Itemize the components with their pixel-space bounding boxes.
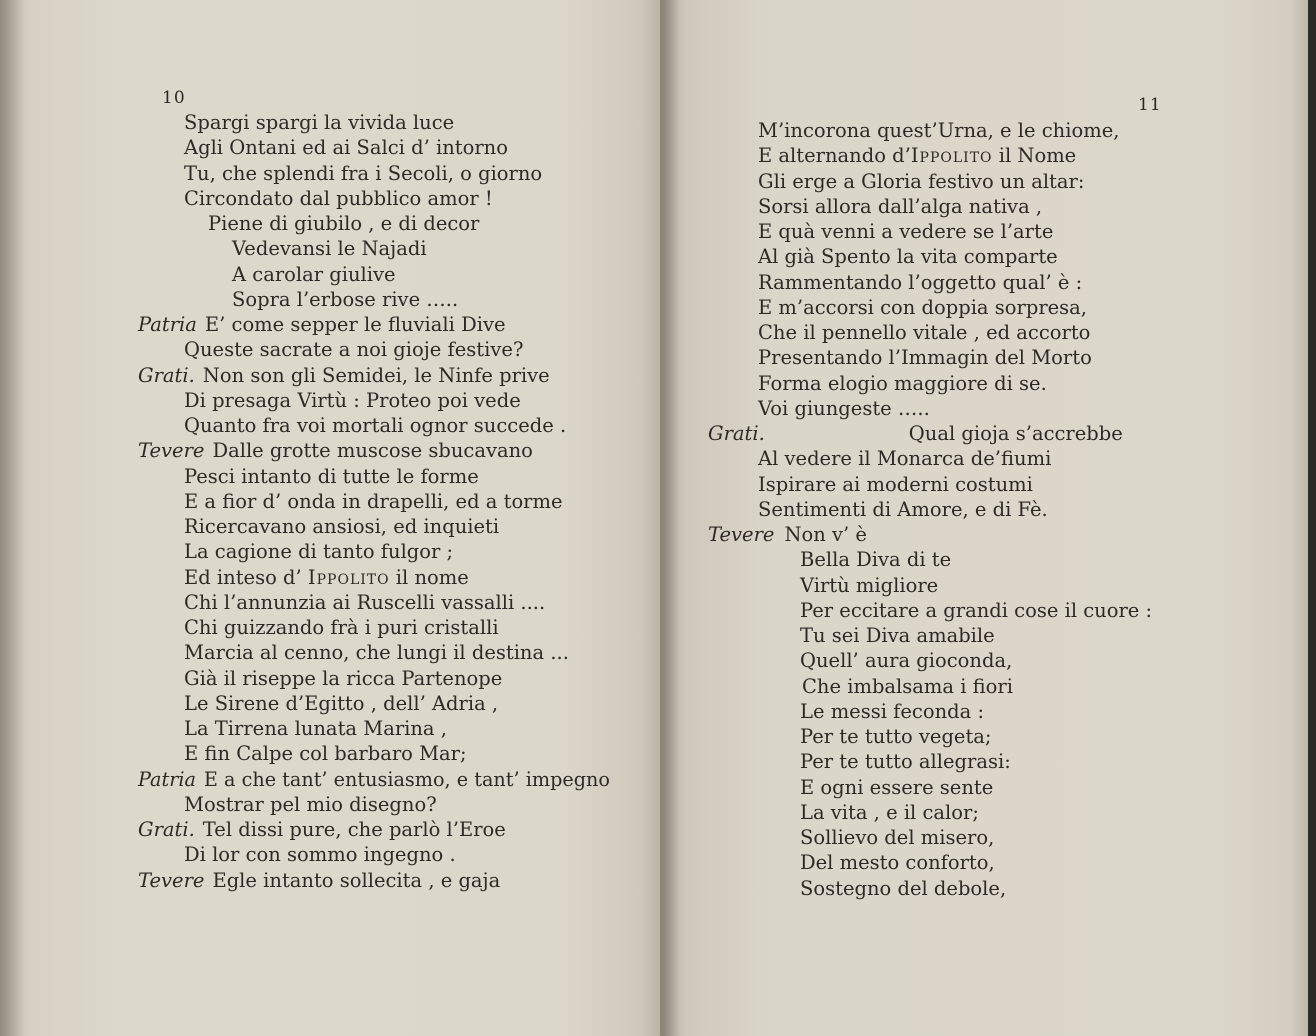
verse-text: Al vedere il Monarca de’fiumi <box>758 447 1052 471</box>
verse-line <box>208 211 479 236</box>
verse-line <box>800 800 979 825</box>
speaker-name: Patria <box>138 313 197 336</box>
verse-text: Queste sacrate a noi gioje festive? <box>184 338 524 362</box>
verse-line <box>138 438 533 463</box>
verse-text: Tel dissi pure, che parlò l’Eroe <box>202 818 506 841</box>
verse-line <box>758 143 1076 168</box>
verse-line <box>184 464 479 489</box>
verse-text: Agli Ontani ed ai Salci d’ intorno <box>184 136 508 160</box>
verse-line <box>758 371 1047 396</box>
verse-line <box>184 691 498 716</box>
verse-line <box>184 741 467 766</box>
verse-line <box>758 219 1053 244</box>
verse-line <box>184 590 545 615</box>
verse-text: Per eccitare a grandi cose il cuore : <box>800 598 1153 622</box>
verse-line <box>758 169 1084 194</box>
speaker-name: Patria <box>138 767 197 791</box>
verse-text: Le messi feconda : <box>800 699 985 723</box>
verse-text: Tu, che splendi fra i Secoli, o giorno <box>184 161 543 185</box>
verse-line <box>184 161 542 186</box>
verse-line <box>184 565 469 590</box>
verse-line <box>800 648 1012 673</box>
verse-text: Bella Diva di te <box>800 548 952 572</box>
verse-line <box>708 421 1123 446</box>
verse-text: E m’accorsi con doppia sorpresa, <box>758 295 1088 319</box>
verse-text: Non son gli Semidei, le Ninfe prive <box>202 363 550 387</box>
verse-text: E fin Calpe col barbaro Mar; <box>184 742 467 766</box>
verse-text: Di presaga Virtù : Proteo poi vede <box>184 388 521 412</box>
verse-line <box>800 775 993 800</box>
verse-line <box>800 598 1152 623</box>
speaker-name: Tevere <box>138 439 205 463</box>
page-edge <box>1308 0 1316 1036</box>
verse-text: E quà venni a vedere se l’arte <box>758 220 1054 243</box>
verse-text: A carolar giulive <box>232 262 396 286</box>
verse-text: M’incorona quest’Urna, e le chiome, <box>758 119 1120 142</box>
verse-text: E a che tant’ entusiasmo, e tant’ impegno <box>203 767 610 791</box>
page-number: 10 <box>162 88 186 108</box>
verse-text: Dalle grotte muscose sbucavano <box>212 439 533 463</box>
verse-line <box>758 118 1119 143</box>
verse-line <box>138 817 506 842</box>
verse-line <box>184 489 563 514</box>
verse-line <box>138 363 550 388</box>
verse-text: Del mesto conforto, <box>800 851 995 875</box>
verse-line <box>800 724 992 749</box>
verse-text: Di lor con sommo ingegno . <box>184 843 456 867</box>
proper-name: Ippolito <box>910 144 993 168</box>
verse-text: La cagione di tanto fulgor ; <box>184 540 454 564</box>
verse-line <box>184 716 447 741</box>
verse-line <box>184 539 453 564</box>
verse-line <box>138 312 506 337</box>
verse-line <box>758 472 1033 497</box>
verse-text: Piene di giubilo , e di decor <box>208 212 480 235</box>
verse-text: Quell’ aura gioconda, <box>800 649 1013 673</box>
verse-text: Per te tutto allegrasi: <box>800 750 1011 774</box>
verse-line <box>184 135 508 160</box>
verse-text: Pesci intanto di tutte le forme <box>184 464 479 488</box>
verse-line <box>184 413 566 438</box>
verse-line <box>800 876 1006 901</box>
verse-line <box>758 244 1058 269</box>
verse-line <box>184 792 437 817</box>
verse-text: Gli erge a Gloria festivo un altar: <box>758 169 1085 193</box>
verse-text: Qual gioja s’accrebbe <box>908 422 1123 445</box>
verse-line <box>758 497 1048 522</box>
verse-text: E ogni essere sente <box>800 775 994 799</box>
verse-line <box>758 446 1051 471</box>
verse-text: Sopra l’erbose rive ….. <box>232 287 459 311</box>
verse-text: Che imbalsama i fiori <box>802 674 1013 698</box>
verse-text: Mostrar pel mio disegno? <box>184 792 437 816</box>
right-page <box>662 0 1308 1036</box>
verse-line <box>800 749 1011 774</box>
verse-line <box>184 337 523 362</box>
verse-text: E’ come sepper le fluviali Dive <box>204 313 506 336</box>
verse-line <box>758 295 1087 320</box>
verse-line <box>758 396 930 421</box>
verse-text: Che il pennello vitale , ed accorto <box>758 321 1091 344</box>
verse-text: Quanto fra voi mortali ognor succede . <box>184 414 567 437</box>
verse-text: Per te tutto vegeta; <box>800 725 992 748</box>
verse-text: Sorsi allora dall’alga nativa , <box>758 194 1043 218</box>
verse-text: Rammentando l’oggetto qual’ è : <box>758 270 1083 294</box>
verse-text: Al già Spento la vita comparte <box>758 245 1058 269</box>
verse-line <box>800 547 951 572</box>
verse-line <box>138 767 610 792</box>
verse-text: La vita , e il calor; <box>800 800 979 824</box>
verse-text: Marcia al cenno, che lungi il destina ... <box>184 641 569 665</box>
verse-text: Sentimenti di Amore, e di Fè. <box>758 497 1048 521</box>
verse-line <box>800 850 995 875</box>
verse-line <box>800 825 994 850</box>
verse-text: E alternando d’ <box>758 144 911 168</box>
verse-text: Non v’ è <box>784 523 867 546</box>
page-number: 11 <box>1138 95 1162 115</box>
verse-text: Ricercavano ansiosi, ed inquieti <box>184 515 500 538</box>
verse-text: il nome <box>389 565 469 589</box>
verse-line <box>232 262 396 287</box>
verse-text: Già il riseppe la ricca Partenope <box>184 666 503 690</box>
verse-line <box>758 194 1042 219</box>
verse-text: La Tirrena lunata Marina , <box>184 717 447 740</box>
verse-text: Ed inteso d’ <box>184 565 308 589</box>
verse-line <box>138 868 500 893</box>
verse-text: E a fior d’ onda in drapelli, ed a torme <box>184 489 563 513</box>
verse-line <box>758 320 1090 345</box>
verse-text: Ispirare ai moderni costumi <box>758 472 1033 496</box>
speaker-name: Grati. <box>708 422 765 445</box>
verse-line <box>184 666 502 691</box>
verse-text: il Nome <box>992 144 1077 168</box>
verse-line <box>800 623 995 648</box>
verse-line <box>232 287 458 312</box>
verse-text: Sostegno del debole, <box>800 876 1007 900</box>
verse-text: Presentando l’Immagin del Morto <box>758 346 1092 370</box>
speaker-name: Grati. <box>138 363 195 387</box>
verse-text: Forma elogio maggiore di se. <box>758 371 1047 395</box>
verse-line <box>184 640 569 665</box>
verse-line <box>758 270 1082 295</box>
verse-line <box>184 110 454 135</box>
verse-text: Tu sei Diva amabile <box>800 624 995 647</box>
proper-name: Ippolito <box>307 565 390 589</box>
verse-text: Sollievo del misero, <box>800 826 995 849</box>
verse-line <box>800 699 984 724</box>
verse-line <box>708 522 867 547</box>
verse-line <box>800 573 938 598</box>
verse-line <box>232 236 427 261</box>
verse-text: Voi giungeste ….. <box>758 396 930 420</box>
verse-line <box>184 514 499 539</box>
verse-line <box>802 674 1013 699</box>
verse-text: Spargi spargi la vivida luce <box>184 111 455 134</box>
verse-text: Chi guizzando frà i puri cristalli <box>184 616 499 639</box>
speaker-name: Grati. <box>138 818 195 841</box>
verse-line <box>184 388 521 413</box>
verse-text: Chi l’annunzia ai Ruscelli vassalli .... <box>184 590 546 614</box>
verse-text: Egle intanto sollecita , e gaja <box>212 868 501 892</box>
verse-line <box>758 345 1092 370</box>
verse-text: Vedevansi le Najadi <box>232 237 427 261</box>
verse-text: Virtù migliore <box>800 573 939 597</box>
verse-text: Circondato dal pubblico amor ! <box>184 186 493 210</box>
verse-line <box>184 842 456 867</box>
verse-line <box>184 615 499 640</box>
speaker-name: Tevere <box>138 868 205 892</box>
speaker-name: Tevere <box>708 523 775 546</box>
verse-line <box>184 186 493 211</box>
verse-text: Le Sirene d’Egitto , dell’ Adria , <box>184 691 499 715</box>
